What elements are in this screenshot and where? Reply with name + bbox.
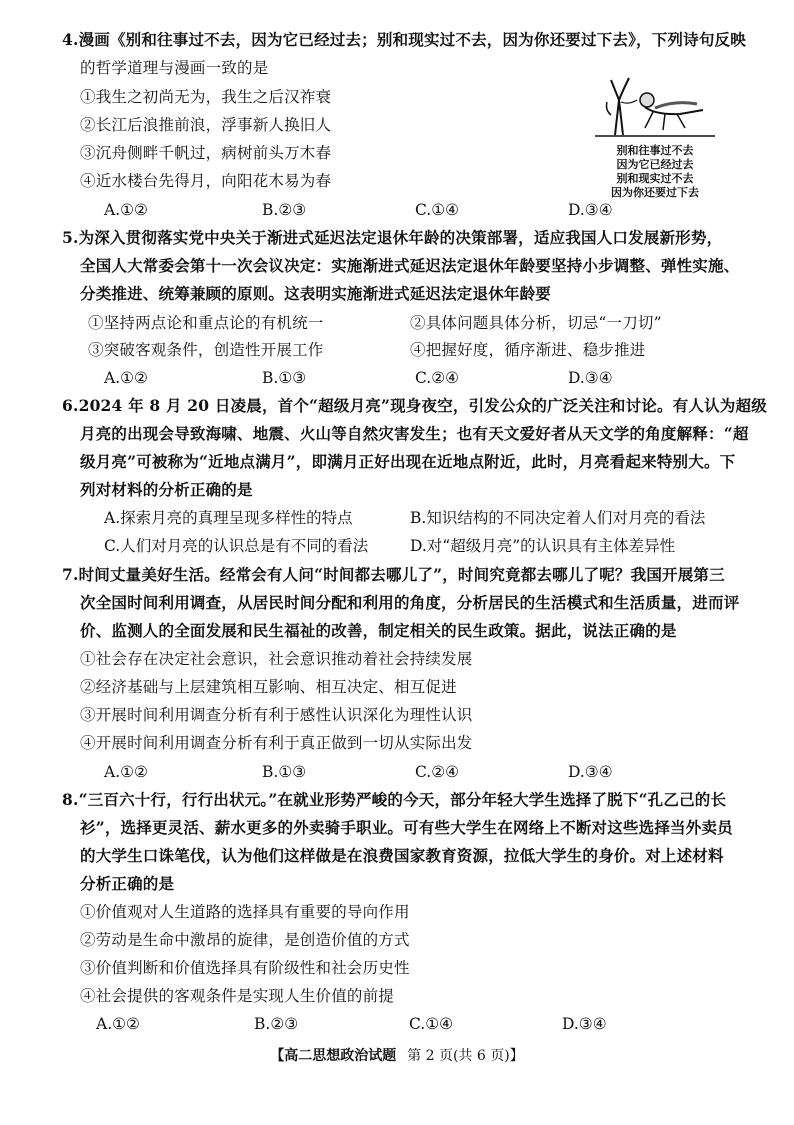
q4-statement-3: ③沉舟侧畔千帆过，病树前头万木春 — [80, 144, 332, 162]
q7-statement-1: ①社会存在决定社会意识，社会意识推动着社会持续发展 — [80, 650, 473, 668]
q4-option-c: C.①④ — [415, 201, 460, 219]
q7-option-b: B.①③ — [262, 763, 307, 781]
q8-option-b: B.②③ — [254, 1015, 299, 1033]
q5-stem-line-2: 全国人大常委会第十一次会议决定：实施渐进式延迟法定退休年龄要坚持小步调整、弹性实施、 — [80, 256, 740, 275]
q4-cartoon — [585, 70, 725, 199]
q8-option-c: C.①④ — [409, 1015, 454, 1033]
q6-stem-line-3: 级月亮”可被称为“近地点满月”，即满月正好出现在近地点附近，此时，月亮看起来特别大。下 — [80, 452, 736, 471]
cartoon-drawing — [585, 70, 725, 140]
q7-statement-4: ④开展时间利用调查分析有利于真正做到一切从实际出发 — [80, 734, 473, 752]
q8-stem-line-2: 衫”，选择更灵活、薪水更多的外卖骑手职业。可有些大学生在网络上不断对这些选择当外卖员 — [80, 818, 733, 837]
q7-stem-line-3: 价、监测人的全面发展和民生福祉的改善，制定相关的民生政策。据此，说法正确的是 — [80, 621, 677, 640]
q5-option-a: A.①② — [104, 369, 148, 387]
q8-option-d: D.③④ — [562, 1015, 607, 1033]
q5-statement-3: ③突破客观条件，创造性开展工作 — [88, 341, 324, 359]
q4-option-a: A.①② — [104, 201, 148, 219]
q8-stem-line-4: 分析正确的是 — [80, 874, 175, 893]
q4-statement-2: ②长江后浪推前浪，浮事新人换旧人 — [80, 116, 332, 134]
q8-stem-line-3: 的大学生口诛笔伐，认为他们这样做是在浪费国家教育资源，拉低大学生的身价。对上述材料 — [80, 846, 724, 865]
q6-option-a: A.探索月亮的真理呈现多样性的特点 — [104, 509, 353, 527]
cartoon-caption-4: 因为你还要过下去 — [611, 186, 699, 199]
q7-option-d: D.③④ — [568, 763, 613, 781]
page-footer — [0, 1045, 794, 1065]
q7-statement-3: ③开展时间利用调查分析有利于感性认识深化为理性认识 — [80, 706, 473, 724]
q4-stem-line-2: 的哲学道理与漫画一致的是 — [80, 59, 269, 77]
q8-statement-1: ①价值观对人生道路的选择具有重要的导向作用 — [80, 903, 410, 921]
q7-stem-line-1: 7.时间丈量美好生活。经常会有人问“时间都去哪儿了”，时间究竟都去哪儿了呢？我国开展第三 — [62, 565, 725, 584]
q5-stem-line-3: 分类推进、统筹兼顾的原则。这表明实施渐进式延迟法定退休年龄要 — [80, 284, 552, 303]
q7-option-a: A.①② — [104, 763, 148, 781]
q8-statement-2: ②劳动是生命中激昂的旋律，是创造价值的方式 — [80, 931, 410, 949]
q5-statement-2: ②具体问题具体分析，切忌“一刀切” — [410, 314, 662, 332]
q6-stem-line-2: 月亮的出现会导致海啸、地震、火山等自然灾害发生；也有天文爱好者从天文学的角度解释：“超 — [80, 424, 749, 443]
q7-option-c: C.②④ — [415, 763, 460, 781]
q6-option-d: D.对“超级月亮”的认识具有主体差异性 — [410, 537, 676, 555]
q8-stem-line-1: 8.“三百六十行，行行出状元。”在就业形势严峻的今天，部分年轻大学生选择了脱下“孔乙己的长 — [62, 790, 727, 809]
q5-statement-1: ①坚持两点论和重点论的有机统一 — [88, 314, 324, 332]
q4-option-b: B.②③ — [262, 201, 307, 219]
q5-stem-line-1: 5.为深入贯彻落实党中央关于渐进式延迟法定退休年龄的决策部署，适应我国人口发展新形势， — [62, 228, 723, 247]
q5-option-b: B.①③ — [262, 369, 307, 387]
q4-stem-line-1: 4.漫画《别和往事过不去，因为它已经过去；别和现实过不去，因为你还要过下去》，下列诗句反映 — [62, 30, 746, 49]
cartoon-caption-3: 别和现实过不去 — [616, 172, 694, 185]
cartoon-caption-2: 因为它已经过去 — [616, 158, 694, 171]
q4-statement-1: ①我生之初尚无为，我生之后汉祚衰 — [80, 88, 332, 106]
q8-statement-4: ④社会提供的客观条件是实现人生价值的前提 — [80, 987, 395, 1005]
q6-option-c: C.人们对月亮的认识总是有不同的看法 — [104, 537, 369, 555]
cartoon-caption-1: 别和往事过不去 — [616, 144, 694, 157]
q8-statement-3: ③价值判断和价值选择具有阶级性和社会历史性 — [80, 959, 410, 977]
q4-option-d: D.③④ — [568, 201, 613, 219]
q7-stem-line-2: 次全国时间利用调查，从居民时间分配和利用的角度，分析居民的生活模式和生活质量，进而评 — [80, 593, 740, 612]
q5-option-d: D.③④ — [568, 369, 613, 387]
q6-stem-line-4: 列对材料的分析正确的是 — [80, 480, 253, 499]
q5-option-c: C.②④ — [415, 369, 460, 387]
q5-statement-4: ④把握好度，循序渐进、稳步推进 — [410, 341, 646, 359]
footer-page-number: 第 2 页(共 6 页)】 — [407, 1048, 524, 1064]
q6-stem-line-1: 6.2024 年 8 月 20 日凌晨，首个“超级月亮”现身夜空，引发公众的广泛关注和讨论。有人认为超级 — [62, 396, 767, 415]
q6-option-b: B.知识结构的不同决定着人们对月亮的看法 — [410, 509, 706, 527]
footer-subject: 【高二思想政治试题 — [270, 1048, 397, 1064]
q7-statement-2: ②经济基础与上层建筑相互影响、相互决定、相互促进 — [80, 678, 457, 696]
q8-option-a: A.①② — [96, 1015, 140, 1033]
q4-statement-4: ④近水楼台先得月，向阳花木易为春 — [80, 172, 332, 190]
